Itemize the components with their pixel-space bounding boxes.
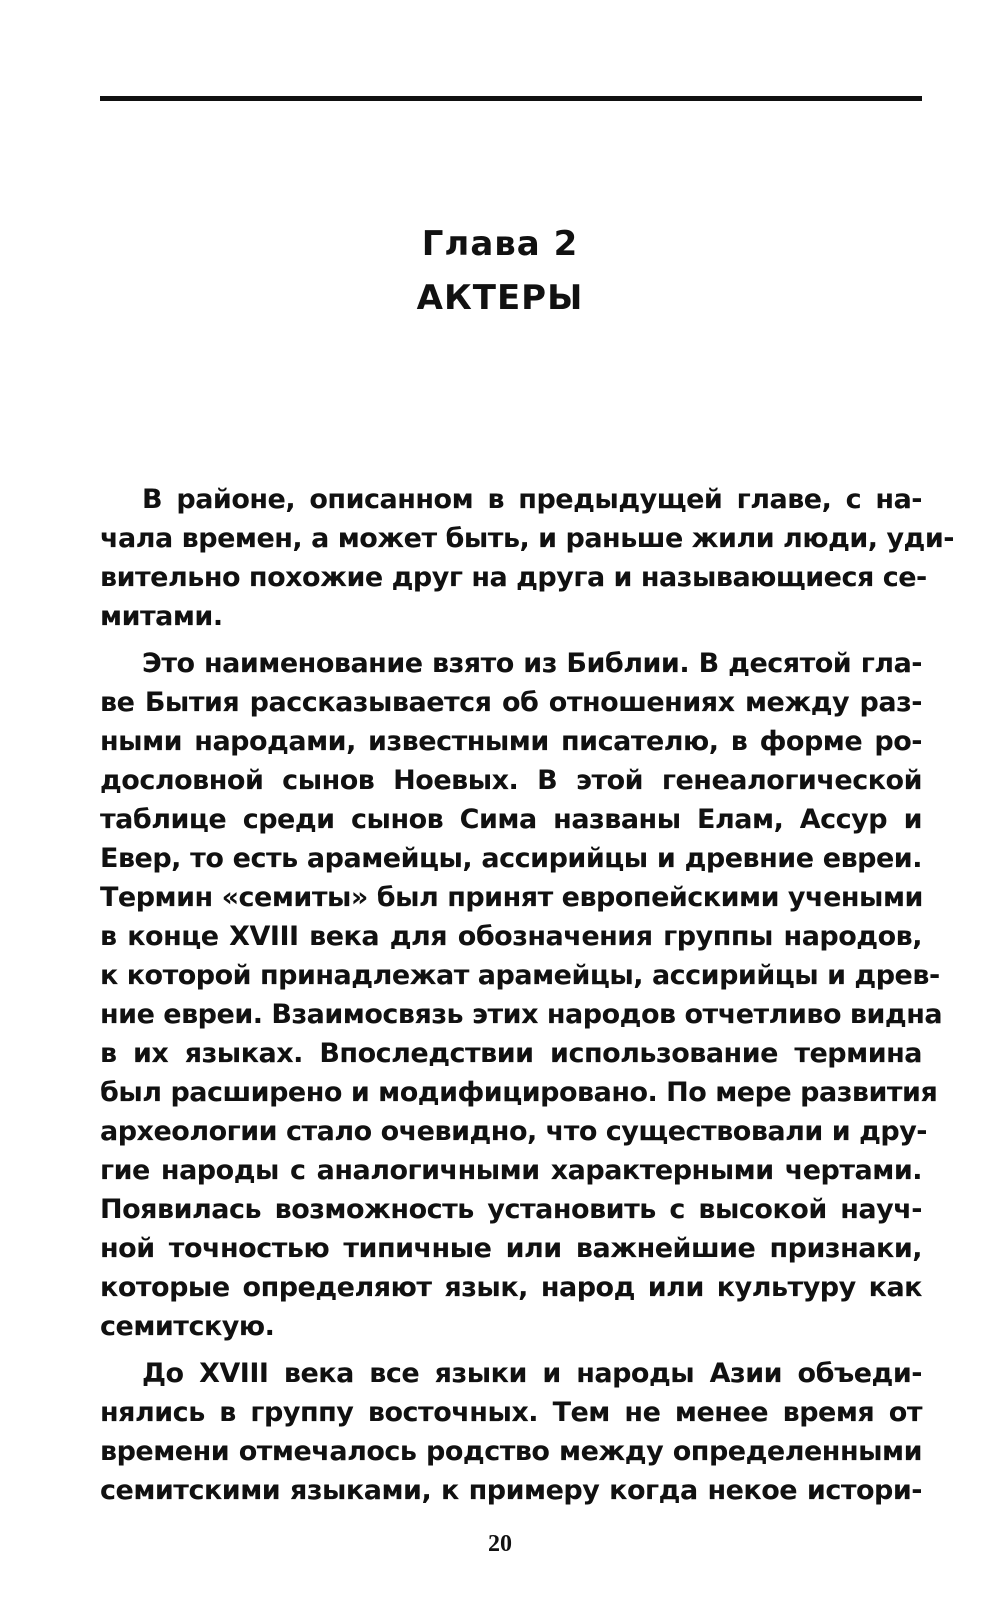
text-line: ными народами, известными писателю, в форме ро- [100, 726, 922, 757]
text-line: Евер, то есть арамейцы, ассирийцы и древние евреи. [100, 843, 922, 874]
top-rule [100, 96, 922, 101]
text-line: В районе, описанном в предыдущей главе, с на- [142, 484, 922, 515]
text-line: был расширено и модифицировано. По мере развития [100, 1077, 938, 1108]
text-line: гие народы с аналогичными характерными чертами. [100, 1155, 922, 1186]
page-number: 20 [488, 1531, 512, 1557]
text-line: в их языках. Впоследствии использование термина [100, 1038, 922, 1069]
text-line: Это наименование взято из Библии. В десятой гла- [142, 648, 922, 679]
text-line: нялись в группу восточных. Тем не менее время от [100, 1397, 922, 1428]
paragraph-2 [100, 644, 943, 1346]
text-line: ние евреи. Взаимосвязь этих народов отчетливо видна [100, 999, 943, 1030]
text-line: вительно похожие друг на друга и называющиеся се- [100, 562, 927, 593]
text-line: чала времен, а может быть, и раньше жили люди, уди- [100, 523, 954, 554]
text-line: Термин «семиты» был принят европейскими учеными [100, 882, 923, 913]
text-line: времени отмечалось родство между определенными [100, 1436, 922, 1467]
text-line: которые определяют язык, народ или культуру как [100, 1272, 922, 1303]
text-line: ве Бытия рассказывается об отношениях между раз- [100, 687, 922, 718]
chapter-label: Глава 2 [421, 224, 579, 264]
text-line: Появилась возможность установить с высокой науч- [100, 1194, 922, 1225]
text-line: к которой принадлежат арамейцы, ассирийцы и древ- [100, 960, 940, 991]
text-line: митами. [100, 601, 223, 632]
text-line: археологии стало очевидно, что существовали и дру- [100, 1116, 928, 1147]
paragraph-1 [100, 480, 954, 636]
chapter-title: АКТЕРЫ [416, 278, 584, 318]
text-line: дословной сынов Ноевых. В этой генеалогической [100, 765, 922, 796]
text-line: ной точностью типичные или важнейшие признаки, [100, 1233, 922, 1264]
text-line: семитскую. [100, 1311, 275, 1342]
paragraph-3 [100, 1354, 922, 1510]
body-text [100, 480, 954, 1518]
text-line: в конце XVIII века для обозначения группы народов, [100, 921, 922, 952]
text-line: До XVIII века все языки и народы Азии объеди- [142, 1358, 922, 1389]
text-line: семитскими языками, к примеру когда некое истори- [100, 1475, 922, 1506]
text-line: таблице среди сынов Сима названы Елам, Ассур и [100, 804, 922, 835]
